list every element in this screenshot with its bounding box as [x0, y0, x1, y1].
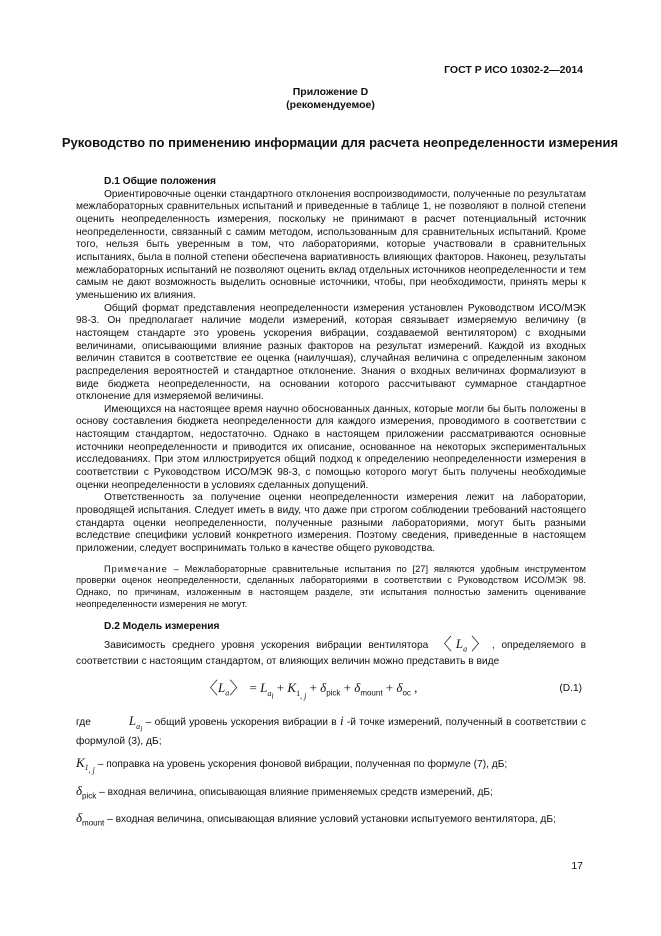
model-intro-start: Зависимость среднего уровня ускорения вибрации вентилятора	[104, 640, 436, 652]
symbol-L-a-i: $L_{a_i}$	[128, 713, 143, 734]
equation-number: (D.1)	[559, 683, 582, 695]
symbol-i: i	[339, 713, 344, 729]
definition-L-text: – общий уровень ускорения вибрации в	[142, 717, 340, 729]
angle-left-symbol: 〈	[435, 635, 456, 655]
definition-delta-pick	[76, 785, 586, 803]
definition-K-text: – поправка на уровень ускорения фоновой вибрации, полученная по формуле (7), дБ;	[94, 758, 508, 770]
symbol-delta-mount: $\delta_{mount}$	[76, 809, 105, 828]
definition-L-a-i	[76, 715, 586, 749]
definition-delta-mount	[76, 809, 586, 830]
paragraph-3: Имеющихся на настоящее время научно обоснованных данных, которые могли бы быть положены в основу составления бюджета неопределенности для каждого измерения, проводимого в соответствии с настоящим стандартом, недостаточно. Однако в настоящем приложении рассматриваются основные источники неопределенности и приводится их описание, основанное на некоторых экспериментальных исследованиях. При этом иллюстрируется общий подход к определению неопределенности измерения в соответствии с Руководством ИСО/МЭК 98-3, с помощью которого могут быть получены необходимые оценки неопределенности в условиях сделанных допущений.	[76, 403, 586, 491]
note-label: Примечание	[104, 563, 168, 574]
paragraph-1: Ориентировочные оценки стандартного отклонения воспроизводимости, полученные по результатам межлабораторных сравнительных испытаний и приведенные в таблице 1, не позволяют в полной степени оценить неопределенность измерения, поскольку не принимают в расчет потенциальный источник неопределенности, связанный с самим методом, использованным для сравнительных испытаний. Кроме того, нельзя быть уверенным в том, что лабораториями, которые участвовали в сравнительных испытаниях, была в полной степени обеспечена вариативность влияющих факторов. Наконец, результаты межлабораторных испытаний не позволяют оценить вклад отдельных источников неопределенности и тем самым не дают возможность выделить основные источники, чтобы, при необходимости, принять меры к уменьшению их влияния.	[76, 188, 586, 301]
section-heading-d2: D.2 Модель измерения	[104, 620, 220, 632]
standard-header: ГОСТ Р ИСО 10302-2—2014	[444, 64, 583, 76]
paragraph-4: Ответственность за получение оценки неопределенности измерения лежит на лаборатории, проводящей испытания. Следует иметь в виду, что даже при строгом соблюдении требований настоящего стандарта оценки неопределенности, полученные разными лабораториями, могут быть разными вследствие специфики условий конкретного измерения. Поэтому сведения, приведенные в настоящем приложении, следует воспринимать только в качестве общего руководства.	[76, 492, 586, 555]
page-number: 17	[571, 860, 583, 872]
symbol-L-a: $L_a$	[455, 636, 468, 654]
document-body	[76, 176, 586, 830]
appendix-heading	[0, 86, 661, 112]
model-intro	[76, 635, 587, 669]
equation-d1	[76, 679, 586, 703]
definition-mount-text: – входная величина, описывающая влияние условий установки испытуемого вентилятора, дБ;	[104, 813, 556, 825]
paragraph-2: Общий формат представления неопределенности измерения установлен Руководством ИСО/МЭК 98-3. Он предполагает наличие модели измерений, которая связывает измеряемую величину (в настоящем стандарте это уровень ускорения вибрации, создаваемой вентилятором) с входными величинами, описывающими влияние разных факторов на результат измерений. Каждой из входных величин ставится в соответствие ее оценка (наилучшая), случайная величина с определенным законом распределения вероятностей и стандартное отклонение. Знания о входных величинах формализуют в виде бюджета неопределенности, на основании которого рассчитывают суммарное стандартное отклонение для измеряемой величины.	[76, 302, 586, 403]
definition-L-tail: -й точке измерений, полученный в соответствии с формулой (3), дБ;	[76, 717, 587, 747]
appendix-status: (рекомендуемое)	[286, 99, 375, 111]
symbol-delta-pick: $\delta_{pick}$	[76, 783, 97, 801]
model-intro-end: , определяемого в соответствии с настоящим стандартом, от влияющих величин можно представить в виде	[76, 640, 587, 668]
definition-K	[76, 754, 586, 778]
symbol-K: $K_{1_{, j}}$	[76, 754, 95, 775]
where-label: где	[76, 717, 91, 729]
note-text: – Межлабораторные сравнительные испытания по [27] являются удобным инструментом проверки оценок неопределенности, сделанных лабораториями в соответствии с Руководством ИСО/МЭК 98. Однако, по причинам, изложенным в настоящем разделе, эти испытания полностью заменить оценивание неопределенности измерения не могут.	[76, 563, 586, 609]
page-title: Руководство по применению информации для расчета неопределенности измерения	[61, 135, 619, 150]
angle-right-symbol: 〉	[467, 635, 492, 655]
definition-pick-text: – входная величина, описывающая влияние применяемых средств измерений, дБ;	[96, 787, 493, 799]
note	[76, 564, 586, 611]
appendix-label: Приложение D	[292, 86, 369, 98]
equation-formula: 〈$L_a$〉 = $L_{a_i} + K_{1_{, j}} + \delta_{pick} + \delta_{mount} + \delta_{oc}$ ,	[201, 679, 418, 701]
section-heading-d1: D.1 Общие положения	[104, 176, 216, 187]
